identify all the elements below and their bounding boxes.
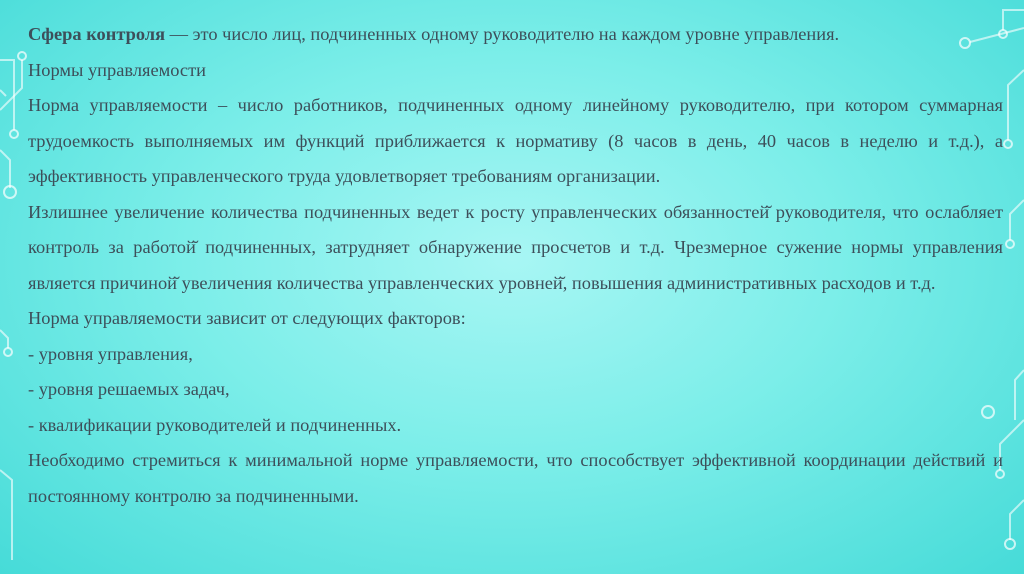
definition-text: — это число лиц, подчиненных одному руководителю на каждом уровне управления.	[165, 24, 840, 44]
factor-item: - уровня решаемых задач,	[28, 379, 230, 399]
factors-intro: Норма управляемости зависит от следующих факторов:	[28, 308, 466, 328]
factor-item: - уровня управления,	[28, 343, 193, 364]
term-sphere-of-control: Сфера контроля	[28, 24, 166, 44]
paragraph-conclusion: Необходимо стремиться к минимальной норме управляемости, что способствует эффективной координации действий и постоянному контролю за подчиненными.	[28, 450, 1003, 506]
paragraph-span-effects: Излишнее увеличение количества подчиненных ведет к росту управленческих обязанностей̆ руководителя, что ослабляет контроль за работой̆ подчиненных, затрудняет обнаружение просчетов и т.д. Чрезмерное сужение нормы управления является причиной̆ увеличения количества управленческих уровней̆, повышения административных расходов и т.д.	[28, 201, 1003, 293]
paragraph-norm-definition: Норма управляемости – число работников, подчиненных одному линейному руководителю, при котором суммарная трудоемкость выполняемых им функций приближается к нормативу (8 часов в день, 40 часов в неделю и т.д.), а эффективность управленческого труда удовлетворяет требованиям организации.	[28, 95, 1003, 186]
slide-text-body	[28, 17, 1003, 514]
section-heading: Нормы управляемости	[28, 59, 206, 80]
factor-item: - квалификации руководителей и подчиненных.	[28, 414, 402, 435]
definition-line	[28, 17, 1003, 53]
